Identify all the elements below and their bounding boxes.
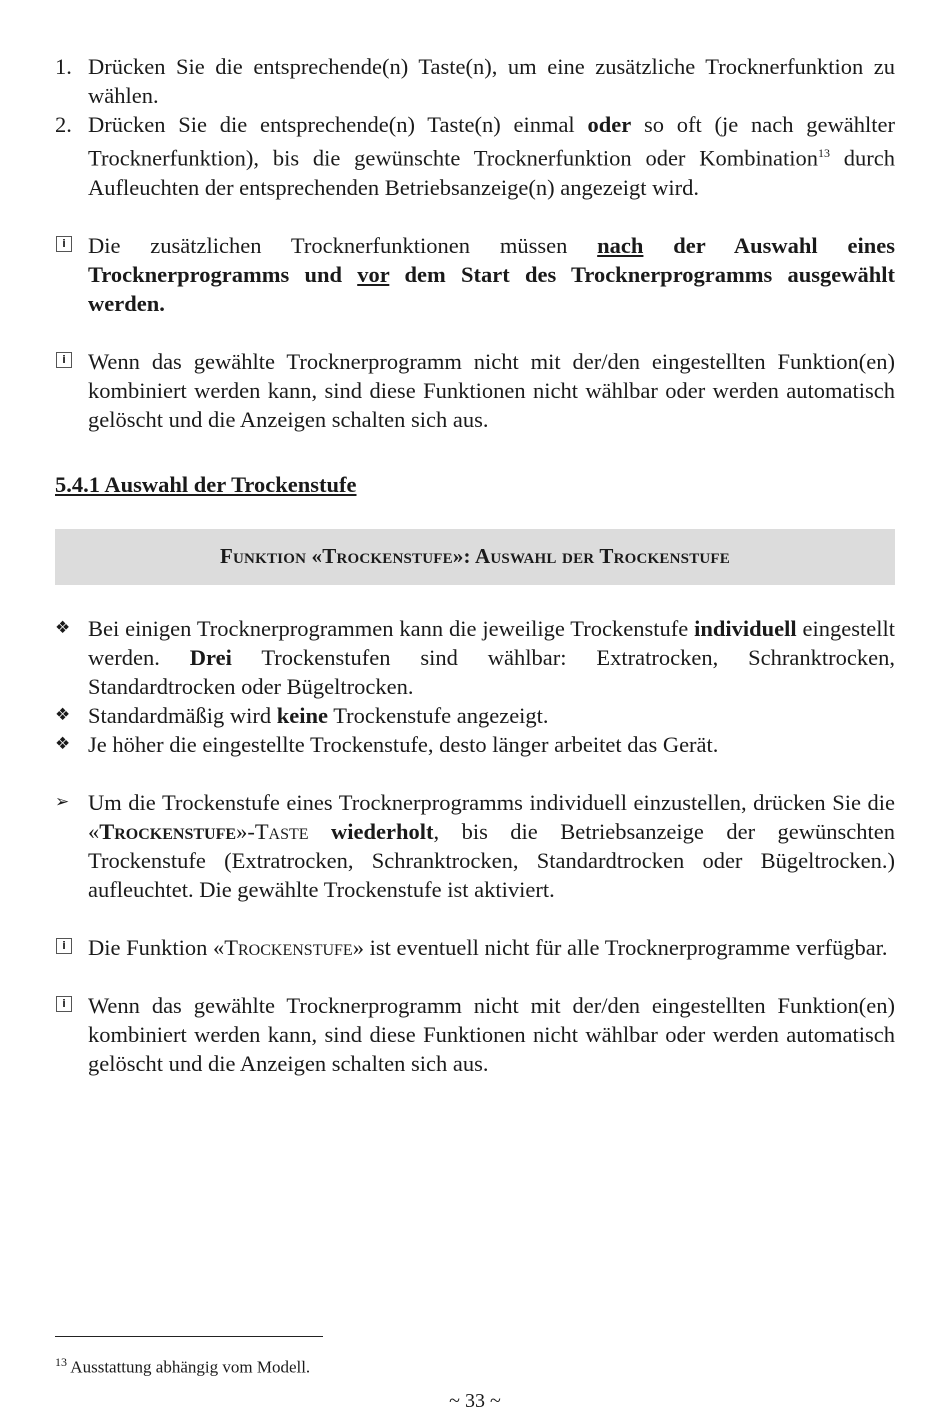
text-run: der Auswahl eines Trocknerprogramms und — [88, 232, 895, 287]
info-icon: i — [55, 933, 88, 962]
list-item — [55, 730, 895, 759]
underlined-text: vor — [357, 261, 390, 287]
footnote-number: 13 — [55, 1355, 67, 1369]
bullet-text: Je höher die eingestellte Trockenstufe, desto länger arbeitet das Gerät. — [88, 731, 719, 757]
instruction-text — [88, 788, 895, 904]
bold-text: individuell — [694, 615, 797, 641]
key-name: Trockenstufe — [99, 818, 237, 844]
note-text: Wenn das gewählte Trocknerprogramm nicht mit der/den eingestellten Funktion(en) kombiniert werden kann, sind diese Funktionen nicht wählbar oder werden automatisch gelöscht und die Anzeigen schalten sich aus. — [88, 992, 895, 1076]
info-icon: i — [55, 231, 88, 318]
list-item — [55, 614, 895, 701]
list-item — [55, 110, 895, 202]
section-heading: 5.4.1 Auswahl der Trockenstufe — [55, 471, 357, 497]
diamond-bullet-icon: ❖ — [55, 733, 71, 754]
info-icon: i — [55, 991, 88, 1078]
text-run: Bei einigen Trocknerprogrammen kann die jeweilige Trockenstufe — [88, 615, 695, 641]
page-number: ~ 33 ~ — [449, 1390, 501, 1412]
list-number: 1. — [55, 54, 72, 79]
page-content — [55, 52, 895, 1078]
footnote-ref: 13 — [817, 146, 830, 160]
text-run: durch Aufleuchten der entsprechenden Betriebsanzeige(n) angezeigt wird. — [88, 145, 895, 200]
text-run: Um die Trockenstufe eines Trocknerprogramms individuell einzustellen, drücken Sie die « — [88, 789, 895, 844]
diamond-bullet-icon: ❖ — [55, 617, 71, 638]
bold-text: Drei — [189, 644, 232, 670]
list-text: Drücken Sie die entsprechende(n) Taste(n), um eine zusätzliche Trocknerfunktion zu wählen. — [88, 54, 895, 108]
diamond-bullet-icon: ❖ — [55, 704, 71, 725]
text-run: » ist eventuell nicht für alle Trocknerprogramme verfügbar. — [352, 934, 888, 960]
bold-text: wiederholt — [308, 818, 434, 844]
bullet-text — [88, 701, 895, 730]
note-text — [88, 933, 895, 962]
list-number: 2. — [55, 112, 72, 137]
bold-text: oder — [587, 112, 632, 137]
arrow-bullet-icon: ➢ — [55, 791, 70, 812]
bullet-text — [88, 614, 895, 701]
note-text: Wenn das gewählte Trocknerprogramm nicht mit der/den eingestellten Funktion(en) kombiniert werden kann, sind diese Funktionen nicht wählbar oder werden automatisch gelöscht und die Anzeigen schalten sich aus. — [88, 348, 895, 432]
key-label: Taste — [254, 818, 309, 844]
footnote-divider — [55, 1336, 323, 1337]
text-run: dem Start des Trocknerprogramms ausgewählt werden. — [88, 261, 895, 316]
key-name: Trockenstufe — [224, 934, 353, 960]
function-banner: Funktion «Trockenstufe»: Auswahl der Trockenstufe — [55, 529, 895, 585]
bullet-list — [55, 614, 895, 759]
text-run: Trockenstufen sind wählbar: Extratrocken, Schranktrocken, Standardtrocken oder Bügeltrocken. — [88, 644, 895, 699]
info-icon: i — [55, 347, 88, 434]
footnote — [55, 1352, 310, 1378]
info-note — [55, 231, 895, 318]
text-run: Die zusätzlichen Trocknerfunktionen müssen — [88, 232, 598, 258]
list-item — [55, 701, 895, 730]
info-note — [55, 933, 895, 962]
list-text — [88, 110, 895, 202]
text-run: eingestellt werden. — [88, 615, 895, 670]
text-run: Standardmäßig wird — [88, 702, 277, 728]
info-note — [55, 991, 895, 1078]
text-run: Die Funktion « — [88, 934, 225, 960]
footnote-text: Ausstattung abhängig vom Modell. — [67, 1357, 311, 1377]
info-note — [55, 347, 895, 434]
list-item — [55, 52, 895, 110]
bold-text: keine — [276, 702, 328, 728]
instruction-step — [55, 788, 895, 904]
numbered-list — [55, 52, 895, 202]
text-run: so oft (je nach gewählter Trocknerfunktion), bis die gewünschte Trocknerfunktion oder Kombination — [88, 112, 895, 171]
underlined-text: nach — [597, 232, 644, 258]
text-run: Drücken Sie die entsprechende(n) Taste(n) einmal — [88, 112, 588, 137]
text-run: , bis die Betriebsanzeige der gewünschten Trockenstufe (Extratrocken, Schranktrocken, Standardtrocken oder Bügeltrocken.) aufleuchtet. Die gewählte Trockenstufe ist aktiviert. — [88, 818, 895, 902]
text-run: »- — [236, 818, 255, 844]
text-run: Trockenstufe angezeigt. — [327, 702, 549, 728]
note-text — [88, 231, 895, 318]
